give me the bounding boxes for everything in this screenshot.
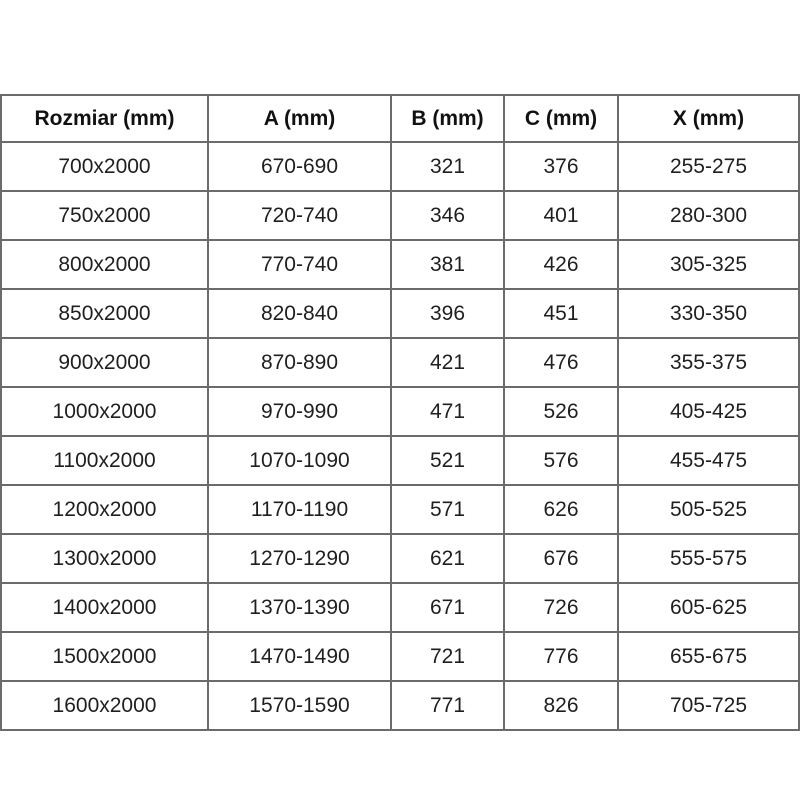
table-cell: 1200x2000 bbox=[1, 485, 208, 534]
table-cell: 421 bbox=[391, 338, 504, 387]
table-row bbox=[1, 534, 799, 583]
table-cell: 405-425 bbox=[618, 387, 799, 436]
table-cell: 1470-1490 bbox=[208, 632, 391, 681]
table-row bbox=[1, 142, 799, 191]
table-cell: 626 bbox=[504, 485, 618, 534]
table-row bbox=[1, 289, 799, 338]
table-row bbox=[1, 632, 799, 681]
table-cell: 850x2000 bbox=[1, 289, 208, 338]
table-cell: 576 bbox=[504, 436, 618, 485]
table-cell: 355-375 bbox=[618, 338, 799, 387]
table-cell: 820-840 bbox=[208, 289, 391, 338]
table-cell: 776 bbox=[504, 632, 618, 681]
table-cell: 826 bbox=[504, 681, 618, 730]
table-cell: 726 bbox=[504, 583, 618, 632]
table-cell: 1270-1290 bbox=[208, 534, 391, 583]
table-cell: 255-275 bbox=[618, 142, 799, 191]
table-cell: 555-575 bbox=[618, 534, 799, 583]
table-header-row bbox=[1, 95, 799, 142]
table-row bbox=[1, 191, 799, 240]
size-table-container bbox=[0, 94, 798, 731]
table-cell: 505-525 bbox=[618, 485, 799, 534]
table-cell: 605-625 bbox=[618, 583, 799, 632]
table-cell: 676 bbox=[504, 534, 618, 583]
table-cell: 1400x2000 bbox=[1, 583, 208, 632]
table-cell: 1170-1190 bbox=[208, 485, 391, 534]
table-row bbox=[1, 387, 799, 436]
table-cell: 521 bbox=[391, 436, 504, 485]
table-cell: 770-740 bbox=[208, 240, 391, 289]
table-cell: 426 bbox=[504, 240, 618, 289]
table-row bbox=[1, 338, 799, 387]
column-header-a: A (mm) bbox=[208, 95, 391, 142]
table-cell: 1000x2000 bbox=[1, 387, 208, 436]
table-row bbox=[1, 681, 799, 730]
table-cell: 900x2000 bbox=[1, 338, 208, 387]
table-cell: 1100x2000 bbox=[1, 436, 208, 485]
table-cell: 655-675 bbox=[618, 632, 799, 681]
table-cell: 1070-1090 bbox=[208, 436, 391, 485]
table-cell: 700x2000 bbox=[1, 142, 208, 191]
table-cell: 376 bbox=[504, 142, 618, 191]
table-cell: 401 bbox=[504, 191, 618, 240]
table-cell: 280-300 bbox=[618, 191, 799, 240]
table-cell: 750x2000 bbox=[1, 191, 208, 240]
table-cell: 321 bbox=[391, 142, 504, 191]
table-cell: 1570-1590 bbox=[208, 681, 391, 730]
table-cell: 1370-1390 bbox=[208, 583, 391, 632]
column-header-rozmiar: Rozmiar (mm) bbox=[1, 95, 208, 142]
table-cell: 476 bbox=[504, 338, 618, 387]
column-header-b: B (mm) bbox=[391, 95, 504, 142]
table-body bbox=[1, 142, 799, 730]
table-cell: 870-890 bbox=[208, 338, 391, 387]
table-cell: 1500x2000 bbox=[1, 632, 208, 681]
table-cell: 800x2000 bbox=[1, 240, 208, 289]
table-cell: 705-725 bbox=[618, 681, 799, 730]
table-cell: 670-690 bbox=[208, 142, 391, 191]
table-cell: 621 bbox=[391, 534, 504, 583]
table-cell: 1600x2000 bbox=[1, 681, 208, 730]
table-cell: 471 bbox=[391, 387, 504, 436]
table-cell: 330-350 bbox=[618, 289, 799, 338]
table-cell: 451 bbox=[504, 289, 618, 338]
table-row bbox=[1, 583, 799, 632]
table-cell: 720-740 bbox=[208, 191, 391, 240]
table-cell: 526 bbox=[504, 387, 618, 436]
table-cell: 970-990 bbox=[208, 387, 391, 436]
table-cell: 346 bbox=[391, 191, 504, 240]
table-cell: 381 bbox=[391, 240, 504, 289]
table-cell: 396 bbox=[391, 289, 504, 338]
table-cell: 671 bbox=[391, 583, 504, 632]
table-row bbox=[1, 485, 799, 534]
table-cell: 571 bbox=[391, 485, 504, 534]
table-row bbox=[1, 240, 799, 289]
table-cell: 1300x2000 bbox=[1, 534, 208, 583]
table-cell: 305-325 bbox=[618, 240, 799, 289]
table-cell: 455-475 bbox=[618, 436, 799, 485]
table-cell: 721 bbox=[391, 632, 504, 681]
column-header-x: X (mm) bbox=[618, 95, 799, 142]
column-header-c: C (mm) bbox=[504, 95, 618, 142]
size-table bbox=[0, 94, 800, 731]
table-cell: 771 bbox=[391, 681, 504, 730]
table-row bbox=[1, 436, 799, 485]
